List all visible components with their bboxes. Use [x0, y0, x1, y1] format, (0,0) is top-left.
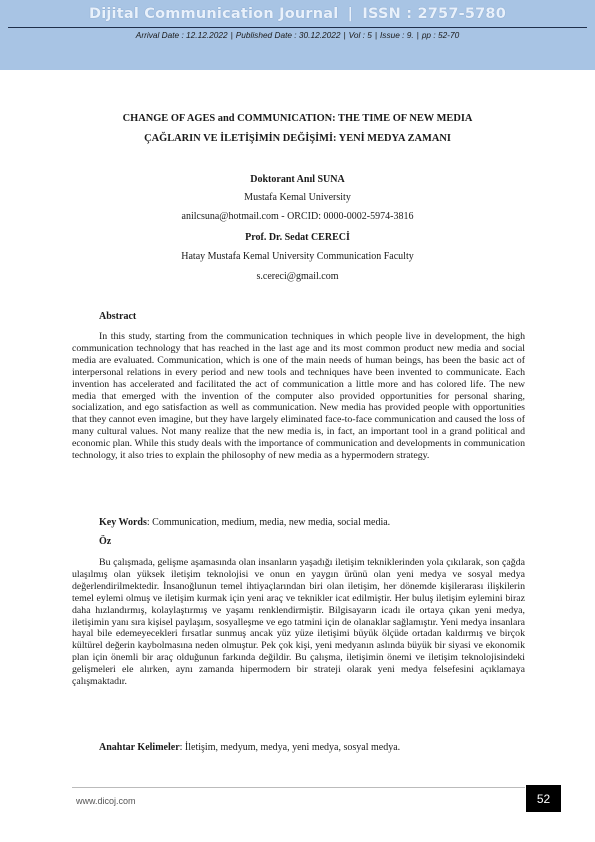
abstract-heading: Abstract [99, 311, 137, 322]
arrival-date: Arrival Date : 12.12.2022 [135, 30, 228, 40]
meta-separator: | [230, 30, 233, 40]
abstract-text: In this study, starting from the communication techniques in which people live in development, the high communication technology that has reached in the last age and its most common product new media and social media are evaluated. Communication, which is one of the main needs of human beings, has been the basic act of interpersonal relations in every period and new tools and techniques have been invented to communicate. Each invention has accelerated and facilitated the act of communication a little more and has colored life. The new media that emerged with the invention of the computer also provided opportunities for personal sharing, socialization, and ego satisfaction as well as communication. New media has provided people with opportunities that they cannot even imagine, but they have largely eliminated face-to-face communication and caused the loss of many cultural values. Not many realize that the new media is, in fact, an important tool in a grand political and economic plan. While this study deals with the importance of communication and developments in communication technology, it also tries to explain the philosophy of new media as a hypermodern strategy. [72, 331, 525, 462]
keywords-list: : Communication, medium, media, new media, social media. [146, 517, 391, 528]
abstract-keywords [99, 517, 390, 528]
author-2-name: Prof. Dr. Sedat CERECİ [245, 232, 350, 243]
oz-text: Bu çalışmada, gelişme aşamasında olan insanların yaşadığı iletişim tekniklerinden yola çıkılarak, son çağda ulaşılmış olan yüksek iletişim teknolojisi ve onun en yaygın ürünü olan yeni medya ve sosyal medya değerlendirilmektedir. İnsanoğlunun temel ihtiyaçlarından biri olan iletişim, her dönemde kişilerarası ilişkilerin temel eylemi olmuş ve iletişim kurmak için yeni araç ve teknikler icat edilmiştir. Her buluş iletişim eylemini biraz daha hızlandırmış, kolaylaştırmış ve yaşamı renklendirmiştir. Bilgisayarın icadı ile ortaya çıkan yeni medya, iletişimin yanı sıra kişisel paylaşım, sosyalleşme ve ego tatmini için de olanaklar sağlamıştır. Yeni medya insanlara hayal bile edemeyecekleri fırsatlar sunmuş ancak yüz yüze iletişimi büyük ölçüde ortadan kaldırmış ve birçok kültürel değerin kaybolmasına neden olmuştur. Pek çok kişi, yeni medyanın aslında büyük bir siyasi ve ekonomik plan için önemli bir araç olduğunun farkında değildir. Bu çalışma, iletişimin önemi ve iletişim teknolojisindeki gelişmeleri ele alırken, aynı zamanda hipermodern bir strateji olarak yeni medya felsefesini açıklamaya çalışmaktadır. [72, 557, 525, 688]
footer-rule [72, 787, 525, 788]
keywords-label: Key Words [99, 517, 147, 528]
anahtar-kelimeler-label: Anahtar Kelimeler [99, 742, 180, 753]
volume: Vol : 5 [348, 30, 372, 40]
meta-separator: | [343, 30, 346, 40]
publication-meta [0, 30, 595, 40]
issue: Issue : 9. [379, 30, 414, 40]
header-rule [8, 27, 587, 28]
journal-title [0, 6, 595, 22]
anahtar-kelimeler-list: : İletişim, medyum, medya, yeni medya, sosyal medya. [179, 742, 401, 753]
pages: pp : 52-70 [421, 30, 460, 40]
article-title-turkish: ÇAĞLARIN VE İLETİŞİMİN DEĞİŞİMİ: YENİ MEDYA ZAMANI [144, 133, 451, 144]
published-date: Published Date : 30.12.2022 [235, 30, 341, 40]
journal-name: Dijital Communication Journal [88, 6, 339, 22]
article-title-english: CHANGE OF AGES and COMMUNICATION: THE TIME OF NEW MEDIA [122, 113, 473, 124]
title-separator: | [347, 6, 354, 22]
author-1-affiliation: Mustafa Kemal University [244, 192, 351, 203]
oz-heading: Öz [99, 536, 112, 547]
meta-separator: | [416, 30, 419, 40]
author-2-contact: s.cereci@gmail.com [256, 271, 339, 282]
page-number: 52 [526, 785, 561, 812]
meta-separator: | [374, 30, 377, 40]
issn: ISSN : 2757-5780 [362, 6, 507, 22]
oz-keywords [99, 742, 400, 753]
author-1-contact: anilcsuna@hotmail.com - ORCID: 0000-0002-5974-3816 [181, 211, 414, 222]
author-1-name: Doktorant Anıl SUNA [250, 174, 345, 185]
author-2-affiliation: Hatay Mustafa Kemal University Communication Faculty [181, 251, 414, 262]
footer-website: www.dicoj.com [76, 796, 136, 806]
